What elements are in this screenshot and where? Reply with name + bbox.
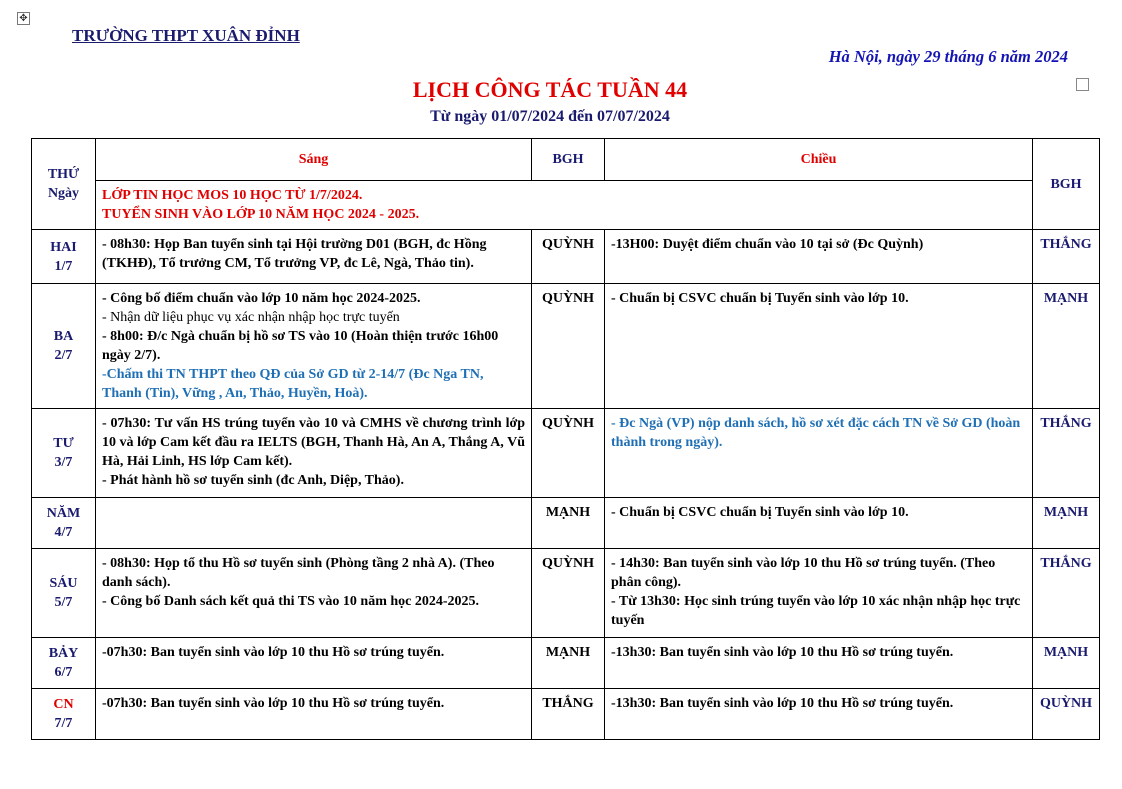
bgh-afternoon-cell: THẮNG <box>1033 230 1100 284</box>
bgh-afternoon-cell: THẮNG <box>1033 409 1100 498</box>
morning-cell <box>96 230 532 284</box>
day-name: BA <box>53 329 74 344</box>
day-date: 5/7 <box>54 595 73 610</box>
activity-line: -13H00: Duyệt điểm chuẩn vào 10 tại sở (Đc Quỳnh) <box>611 237 924 252</box>
table-row <box>32 230 1100 284</box>
header-day-label: THỨ <box>47 167 80 182</box>
school-name: TRƯỜNG THPT XUÂN ĐỈNH <box>72 26 300 45</box>
bgh-morning-cell: QUỲNH <box>532 409 605 498</box>
day-name: TƯ <box>53 436 74 451</box>
day-date: 7/7 <box>54 716 73 731</box>
activity-line: - Phát hành hồ sơ tuyển sinh (đc Anh, Diệp, Thảo). <box>102 473 404 488</box>
day-cell <box>32 409 96 498</box>
table-row <box>32 638 1100 689</box>
table-row <box>32 409 1100 498</box>
morning-cell <box>96 638 532 689</box>
day-cell <box>32 689 96 740</box>
afternoon-cell <box>605 498 1033 549</box>
morning-cell <box>96 498 532 549</box>
table-move-handle-icon[interactable]: ✥ <box>17 12 30 25</box>
bgh-morning-cell: QUỲNH <box>532 230 605 284</box>
header-bgh-morning: BGH <box>532 139 605 181</box>
table-row <box>32 689 1100 740</box>
schedule-table <box>31 138 1100 740</box>
document-date: Hà Nội, ngày 29 tháng 6 năm 2024 <box>828 47 1068 66</box>
day-name: HAI <box>50 239 77 255</box>
bgh-afternoon-cell: QUỲNH <box>1033 689 1100 740</box>
bgh-afternoon-cell: MẠNH <box>1033 498 1100 549</box>
header-date-label: Ngày <box>47 186 80 201</box>
afternoon-cell <box>605 549 1033 638</box>
checkbox-icon[interactable] <box>1076 78 1089 91</box>
activity-line: - Chuẩn bị CSVC chuẩn bị Tuyển sinh vào lớp 10. <box>611 291 909 306</box>
activity-line: -13h30: Ban tuyển sinh vào lớp 10 thu Hồ sơ trúng tuyển. <box>611 696 954 711</box>
activity-line: - 07h30: Tư vấn HS trúng tuyển vào 10 và CMHS về chương trình lớp 10 và lớp Cam kết đầu ra IELTS (BGH, Thanh Hà, An A, Thắng A, Vũ Hà, Hải Linh, HS lớp Cam kết). <box>102 416 525 469</box>
activity-line: - Nhận dữ liệu phục vụ xác nhận nhập học trực tuyến <box>102 310 400 325</box>
day-cell <box>32 498 96 549</box>
page-title: LỊCH CÔNG TÁC TUẦN 44 <box>412 77 688 102</box>
bgh-morning-cell: THẮNG <box>532 689 605 740</box>
day-date: 3/7 <box>54 455 73 470</box>
bgh-morning-cell: MẠNH <box>532 498 605 549</box>
morning-cell <box>96 284 532 409</box>
page-subtitle: Từ ngày 01/07/2024 đến 07/07/2024 <box>430 108 670 125</box>
activity-line: - 08h30: Họp tổ thu Hồ sơ tuyển sinh (Phòng tầng 2 nhà A). (Theo danh sách). <box>102 556 495 590</box>
activity-line: - Đc Ngà (VP) nộp danh sách, hồ sơ xét đặc cách TN về Sở GD (hoàn thành trong ngày). <box>611 416 1021 450</box>
activity-line: - Chuẩn bị CSVC chuẩn bị Tuyển sinh vào lớp 10. <box>611 505 909 520</box>
banner-row <box>32 181 1100 230</box>
morning-cell <box>96 689 532 740</box>
morning-cell <box>96 409 532 498</box>
day-cell <box>32 549 96 638</box>
activity-line: -07h30: Ban tuyển sinh vào lớp 10 thu Hồ sơ trúng tuyển. <box>102 645 445 660</box>
bgh-afternoon-cell: MẠNH <box>1033 284 1100 409</box>
activity-line: - 14h30: Ban tuyển sinh vào lớp 10 thu Hồ sơ trúng tuyển. (Theo phân công). <box>611 556 996 590</box>
day-cell <box>32 230 96 284</box>
banner-cell <box>96 181 1033 230</box>
activity-line: - Công bố Danh sách kết quả thi TS vào 10 năm học 2024-2025. <box>102 594 480 609</box>
afternoon-cell <box>605 409 1033 498</box>
header-afternoon: Chiều <box>605 139 1033 181</box>
bgh-morning-cell: MẠNH <box>532 638 605 689</box>
activity-line: - 8h00: Đ/c Ngà chuẩn bị hồ sơ TS vào 10 (Hoàn thiện trước 16h00 ngày 2/7). <box>102 329 499 363</box>
day-name: NĂM <box>46 506 81 521</box>
afternoon-cell <box>605 689 1033 740</box>
afternoon-cell <box>605 284 1033 409</box>
activity-line: -07h30: Ban tuyển sinh vào lớp 10 thu Hồ sơ trúng tuyển. <box>102 696 445 711</box>
day-date: 4/7 <box>54 525 73 540</box>
table-row <box>32 284 1100 409</box>
activity-line: -13h30: Ban tuyển sinh vào lớp 10 thu Hồ sơ trúng tuyển. <box>611 645 954 660</box>
day-name: BẢY <box>48 646 79 661</box>
header-morning: Sáng <box>96 139 532 181</box>
table-row <box>32 498 1100 549</box>
header-day-cell <box>32 139 96 230</box>
bgh-morning-cell: QUỲNH <box>532 549 605 638</box>
banner-line-2: TUYỂN SINH VÀO LỚP 10 NĂM HỌC 2024 - 2025. <box>102 207 420 222</box>
day-date: 1/7 <box>54 258 73 274</box>
header-bgh-afternoon: BGH <box>1033 139 1100 230</box>
day-cell <box>32 284 96 409</box>
day-date: 2/7 <box>54 348 73 363</box>
day-name: SÁU <box>49 576 78 591</box>
banner-line-1: LỚP TIN HỌC MOS 10 HỌC TỪ 1/7/2024. <box>102 188 363 203</box>
bgh-morning-cell: QUỲNH <box>532 284 605 409</box>
table-row <box>32 549 1100 638</box>
morning-cell <box>96 549 532 638</box>
activity-line: - Từ 13h30: Học sinh trúng tuyển vào lớp 10 xác nhận nhập học trực tuyến <box>611 594 1021 628</box>
activity-line: -Chấm thi TN THPT theo QĐ của Sở GD từ 2-14/7 (Đc Nga TN, Thanh (Tin), Vững , An, Thảo, Huyền, Hoà). <box>102 367 484 401</box>
activity-line: - 08h30: Họp Ban tuyển sinh tại Hội trường D01 (BGH, đc Hồng (TKHĐ), Tổ trưởng CM, Tổ trưởng VP, đc Lê, Ngà, Thảo tin). <box>102 237 487 271</box>
day-name: CN <box>53 697 74 712</box>
afternoon-cell <box>605 638 1033 689</box>
day-date: 6/7 <box>54 665 73 680</box>
table-header-row <box>32 139 1100 181</box>
afternoon-cell <box>605 230 1033 284</box>
bgh-afternoon-cell: THẮNG <box>1033 549 1100 638</box>
bgh-afternoon-cell: MẠNH <box>1033 638 1100 689</box>
day-cell <box>32 638 96 689</box>
activity-line: - Công bố điểm chuẩn vào lớp 10 năm học 2024-2025. <box>102 291 421 306</box>
